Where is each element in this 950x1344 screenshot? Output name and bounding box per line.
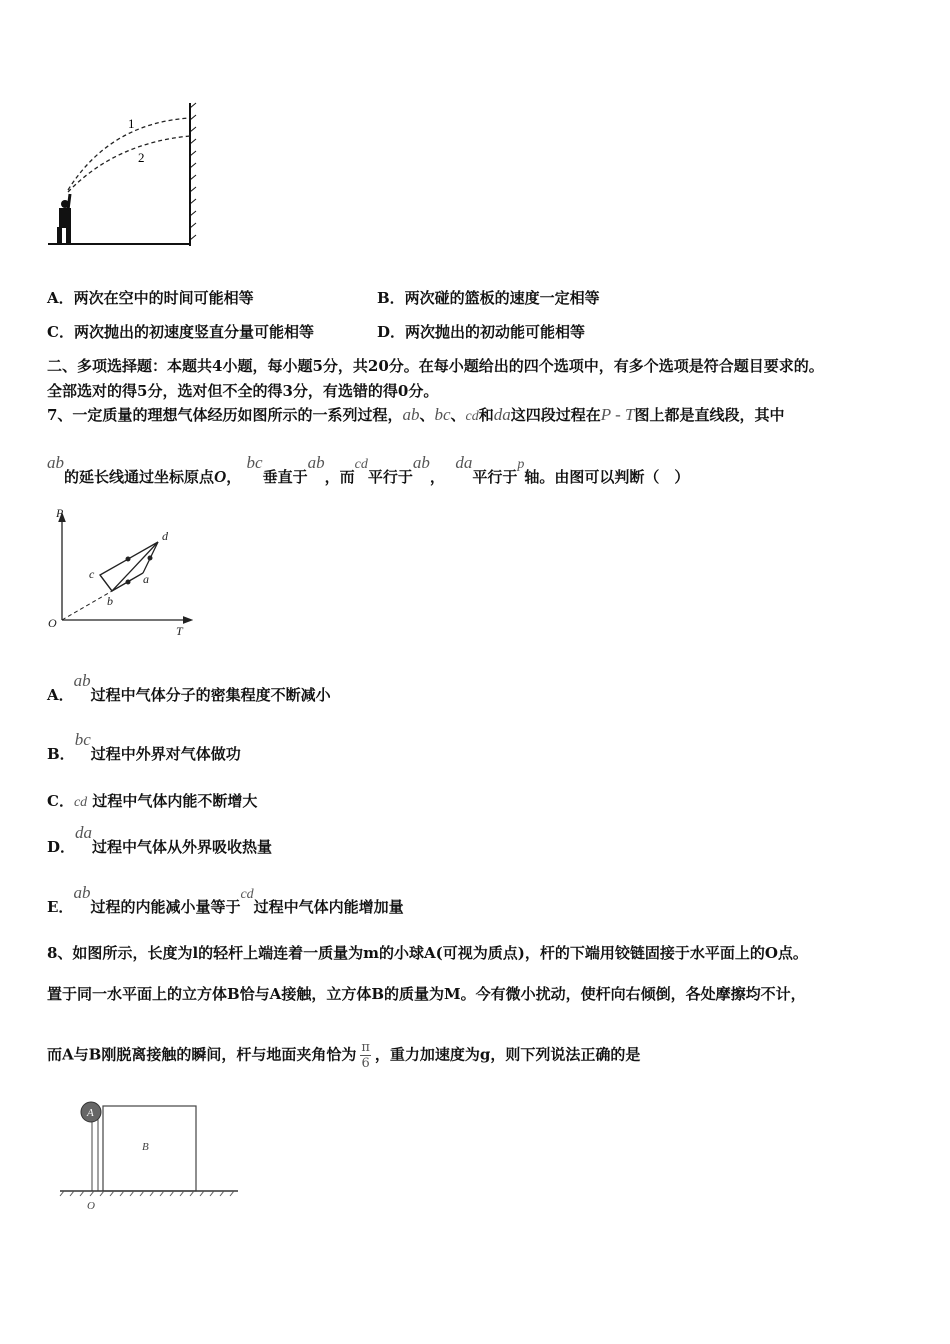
denominator: 6 bbox=[361, 1056, 370, 1071]
q8-line1: 8、如图所示，长度为l的轻杆上端连着一质量为m的小球A(可视为质点)，杆的下端用铰链固接于水平面上的O点。 bbox=[47, 944, 808, 962]
q7-text: 的延长线通过坐标原点 bbox=[64, 468, 215, 486]
q7-text: 垂直于 bbox=[262, 468, 308, 486]
sep: 、 bbox=[450, 406, 466, 424]
q7-text: 图上都是直线段，其中 bbox=[634, 406, 785, 424]
letter: D． bbox=[47, 838, 76, 856]
section2-heading-line2: 全部选对的得5分，选对但不全的得3分，有选错的得0分。 bbox=[47, 382, 439, 400]
q8-text: 而A与B刚脱离接触的瞬间，杆与地面夹角恰为 bbox=[47, 1045, 357, 1064]
math-o: O bbox=[214, 467, 227, 486]
option-text: 过程中外界对气体做功 bbox=[90, 745, 241, 763]
q7-line1 bbox=[47, 404, 785, 425]
q7-option-d bbox=[47, 823, 273, 857]
axis-p-label: P bbox=[56, 506, 64, 520]
q6-option-d: D．两次抛出的初动能可能相等 bbox=[377, 323, 586, 341]
q7-text: 这四段过程在 bbox=[510, 406, 601, 424]
q7-option-a bbox=[47, 671, 331, 705]
math-cd: cd bbox=[465, 409, 479, 424]
comma: ， bbox=[226, 468, 242, 486]
option-text: 过程中气体内能增加量 bbox=[253, 898, 404, 916]
fraction-pi-over-6 bbox=[360, 1040, 371, 1071]
pivot-o-label: O bbox=[87, 1200, 95, 1212]
q6-option-b: B．两次碰的篮板的速度一定相等 bbox=[377, 289, 600, 307]
math-p: p bbox=[517, 457, 525, 472]
math-ab: ab bbox=[402, 405, 420, 424]
math-da: da bbox=[455, 453, 473, 472]
block-b-label: B bbox=[142, 1141, 149, 1153]
math-bc: bc bbox=[74, 730, 91, 749]
math-da: da bbox=[75, 823, 93, 842]
comma: ， bbox=[429, 468, 445, 486]
axis-t-label: T bbox=[176, 624, 183, 638]
math-cd: cd bbox=[354, 457, 368, 472]
math-ab: ab bbox=[47, 453, 64, 472]
player-icon bbox=[57, 194, 71, 243]
math-da: da bbox=[493, 405, 511, 424]
math-ab: ab bbox=[73, 883, 91, 902]
option-text: 过程中气体内能不断增大 bbox=[92, 792, 258, 810]
option-text: 过程的内能减小量等于 bbox=[90, 898, 241, 916]
letter: E． bbox=[47, 898, 74, 916]
section2-heading-line1: 二、多项选择题：本题共4小题，每小题5分，共20分。在每小题给出的四个选项中，有多个选项是符合题目要求的。 bbox=[47, 357, 824, 375]
q7-option-c bbox=[47, 790, 257, 811]
pt-graph bbox=[40, 505, 200, 645]
math-ab: ab bbox=[307, 453, 325, 472]
math-ab: ab bbox=[412, 453, 430, 472]
math-ab: ab bbox=[73, 671, 91, 690]
letter: A． bbox=[47, 686, 74, 704]
q6-option-c: C．两次抛出的初速度竖直分量可能相等 bbox=[47, 323, 314, 341]
q8-line3 bbox=[47, 1040, 640, 1071]
rod-block-figure bbox=[50, 1090, 250, 1215]
option-text: 过程中气体分子的密集程度不断减小 bbox=[90, 686, 331, 704]
q7-text: ，而 bbox=[324, 468, 355, 486]
q7-line2 bbox=[47, 453, 690, 487]
trajectory-1-label: 1 bbox=[128, 116, 135, 131]
point-b-label: b bbox=[107, 594, 113, 608]
numerator: π bbox=[361, 1040, 370, 1055]
option-text: 过程中气体从外界吸收热量 bbox=[92, 838, 273, 856]
q8-line2: 置于同一水平面上的立方体B恰与A接触，立方体B的质量为M。今有微小扰动，使杆向右倾倒，各处摩擦均不计， bbox=[47, 985, 806, 1003]
letter: C． bbox=[47, 792, 74, 810]
ball-a-label: A bbox=[87, 1107, 94, 1119]
trajectory-2-label: 2 bbox=[138, 150, 145, 165]
q7-text: 轴。由图可以判断（ ） bbox=[524, 468, 690, 486]
math-pt: P - T bbox=[600, 405, 635, 424]
point-d-label: d bbox=[162, 529, 168, 543]
math-cd: cd bbox=[73, 795, 88, 810]
q8-text: ，重力加速度为g，则下列说法正确的是 bbox=[374, 1045, 641, 1064]
q7-option-e bbox=[47, 883, 404, 917]
q7-text: 平行于 bbox=[367, 468, 413, 486]
point-a-label: a bbox=[143, 572, 149, 586]
math-bc: bc bbox=[246, 453, 263, 472]
q7-option-b bbox=[47, 730, 241, 764]
q6-option-a: A．两次在空中的时间可能相等 bbox=[47, 289, 254, 307]
letter: B． bbox=[47, 745, 75, 763]
q7-text: 平行于 bbox=[472, 468, 518, 486]
sep: 、 bbox=[419, 406, 435, 424]
origin-label: O bbox=[48, 616, 57, 630]
math-bc: bc bbox=[434, 405, 451, 424]
basketball-figure bbox=[40, 98, 215, 253]
point-c-label: c bbox=[89, 567, 95, 581]
and: 和 bbox=[478, 406, 494, 424]
q7-text: 7、一定质量的理想气体经历如图所示的一系列过程， bbox=[47, 406, 403, 424]
math-cd: cd bbox=[240, 887, 254, 902]
